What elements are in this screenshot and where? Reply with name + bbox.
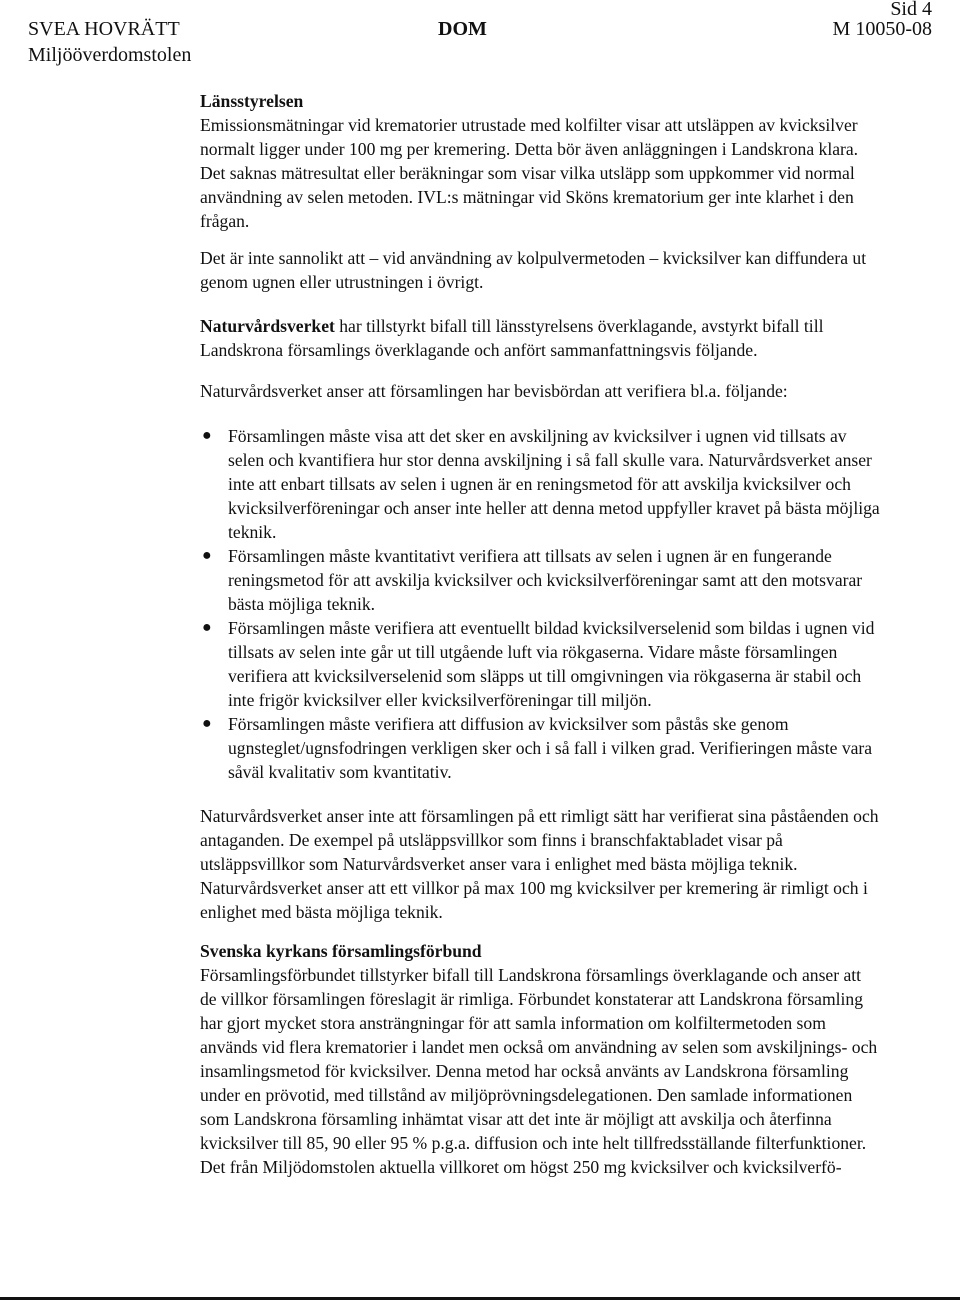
- bullet-icon: ●: [202, 715, 212, 732]
- court-division: Miljööverdomstolen: [28, 44, 192, 66]
- lansstyrelsen-paragraph-1: Emissionsmätningar vid krematorier utrustade med kolfilter visar att utsläppen av kvicksilver normalt ligger under 100 mg per kremering. Detta bör även anläggningen i Landskrona klara. Det saknas mätresultat eller beräkningar som visar vilka utsläpp som uppkommer vid normal användning av selen metoden. IVL:s mätningar vid Sköns krematorium ger inte klarhet i den frågan.: [200, 115, 859, 231]
- list-item: ● Församlingen måste kvantitativt verifiera att tillsats av selen i ugnen är en fungerande reningsmetod för att avskilja kvicksilver och kvicksilverföreningar samt att den motsvarar bästa möjliga teknik.: [202, 546, 863, 614]
- naturvardsverket-paragraph-1-text: har tillstyrkt bifall till länsstyrelsens överklagande, avstyrkt bifall till Landskrona församlings överklagande och anfört sammanfattningsvis följande.: [200, 316, 824, 360]
- list-item: ● Församlingen måste visa att det sker en avskiljning av kvicksilver i ugnen vid tillsats av selen och kvantifiera hur stor denna avskiljning i så fall skulle vara. Naturvårdsverket anser inte att enbart tillsats av selen i ugnen är en reningsmetod för att avskilja kvicksilver och kvicksilverföreningar och anser inte heller att denna metod uppfyller kravet på bästa möjliga teknik.: [202, 426, 880, 542]
- case-number: M 10050-08: [832, 18, 932, 40]
- bullet-icon: ●: [202, 547, 212, 564]
- court-name: SVEA HOVRÄTT: [28, 18, 180, 40]
- list-item: ● Församlingen måste verifiera att eventuellt bildad kvicksilverselenid som bildas i ugnen vid tillsats av selen inte går ut till utgående luft via rökgaserna. Vidare måste församlingen verifiera att kvicksilverselenid som släpps ut till omgivningen via rökgaserna är stabil och inte frigör kvicksilver eller kvicksilverföreningar till miljön.: [202, 618, 875, 710]
- naturvardsverket-paragraph-3: Naturvårdsverket anser inte att församlingen på ett rimligt sätt har verifierat sina påståenden och antaganden. De exempel på utsläppsvillkor som finns i branschfaktabladet visar på utsläppsvillkor som Naturvårdsverket anser vara i enlighet med bästa möjliga teknik. Naturvårdsverket anser att ett villkor på max 100 mg kvicksilver per kremering är rimligt och i enlighet med bästa möjliga teknik.: [200, 806, 879, 922]
- naturvardsverket-paragraph-1: [200, 314, 880, 362]
- document-type: DOM: [438, 18, 487, 40]
- lansstyrelsen-paragraph-2: Det är inte sannolikt att – vid användning av kolpulvermetoden – kvicksilver kan diffundera ut genom ugnen eller utrustningen i övrigt.: [200, 248, 867, 292]
- naturvardsverket-lead: Naturvårdsverket: [200, 316, 335, 336]
- requirements-list: [200, 424, 880, 784]
- bullet-icon: ●: [202, 619, 212, 636]
- section-heading-forsamlingsforbund: Svenska kyrkans församlingsförbund: [200, 941, 482, 961]
- page-bottom-rule: [0, 1297, 960, 1300]
- naturvardsverket-paragraph-2: Naturvårdsverket anser att församlingen har bevisbördan att verifiera bl.a. följande:: [200, 381, 788, 401]
- forsamlingsforbund-paragraph-1: Församlingsförbundet tillstyrker bifall till Landskrona församlings överklagande och anser att de villkor församlingen föreslagit är rimliga. Förbundet konstaterar att Landskrona församling har gjort mycket stora ansträngningar för att samla information om kolfiltermetoden som används vid flera krematorier i landet men också om användning av selen som avskiljnings- och insamlingsmetod för kvicksilver. Denna metod har också använts av Landskrona församling under en prövotid, med tillstånd av miljöprövningsdelegationen. Den samlade informationen som Landskrona församling inhämtat visar att det inte är möjligt att avskilja och återfinna kvicksilver till 85, 90 eller 95 % p.g.a. diffusion och inte helt tillfredsställande filterfunktioner. Det från Miljödomstolen aktuella villkoret om högst 250 mg kvicksilver och kvicksilverfö-: [200, 965, 878, 1177]
- list-item: ● Församlingen måste verifiera att diffusion av kvicksilver som påstås ske genom ugnsteglet/ugnsfodringen verkligen sker och i så fall i vilken grad. Verifieringen måste vara såväl kvalitativ som kvantitativ.: [202, 714, 873, 782]
- section-heading-lansstyrelsen: Länsstyrelsen: [200, 91, 304, 111]
- bullet-icon: ●: [202, 427, 212, 444]
- page-number: Sid 4: [890, 0, 932, 20]
